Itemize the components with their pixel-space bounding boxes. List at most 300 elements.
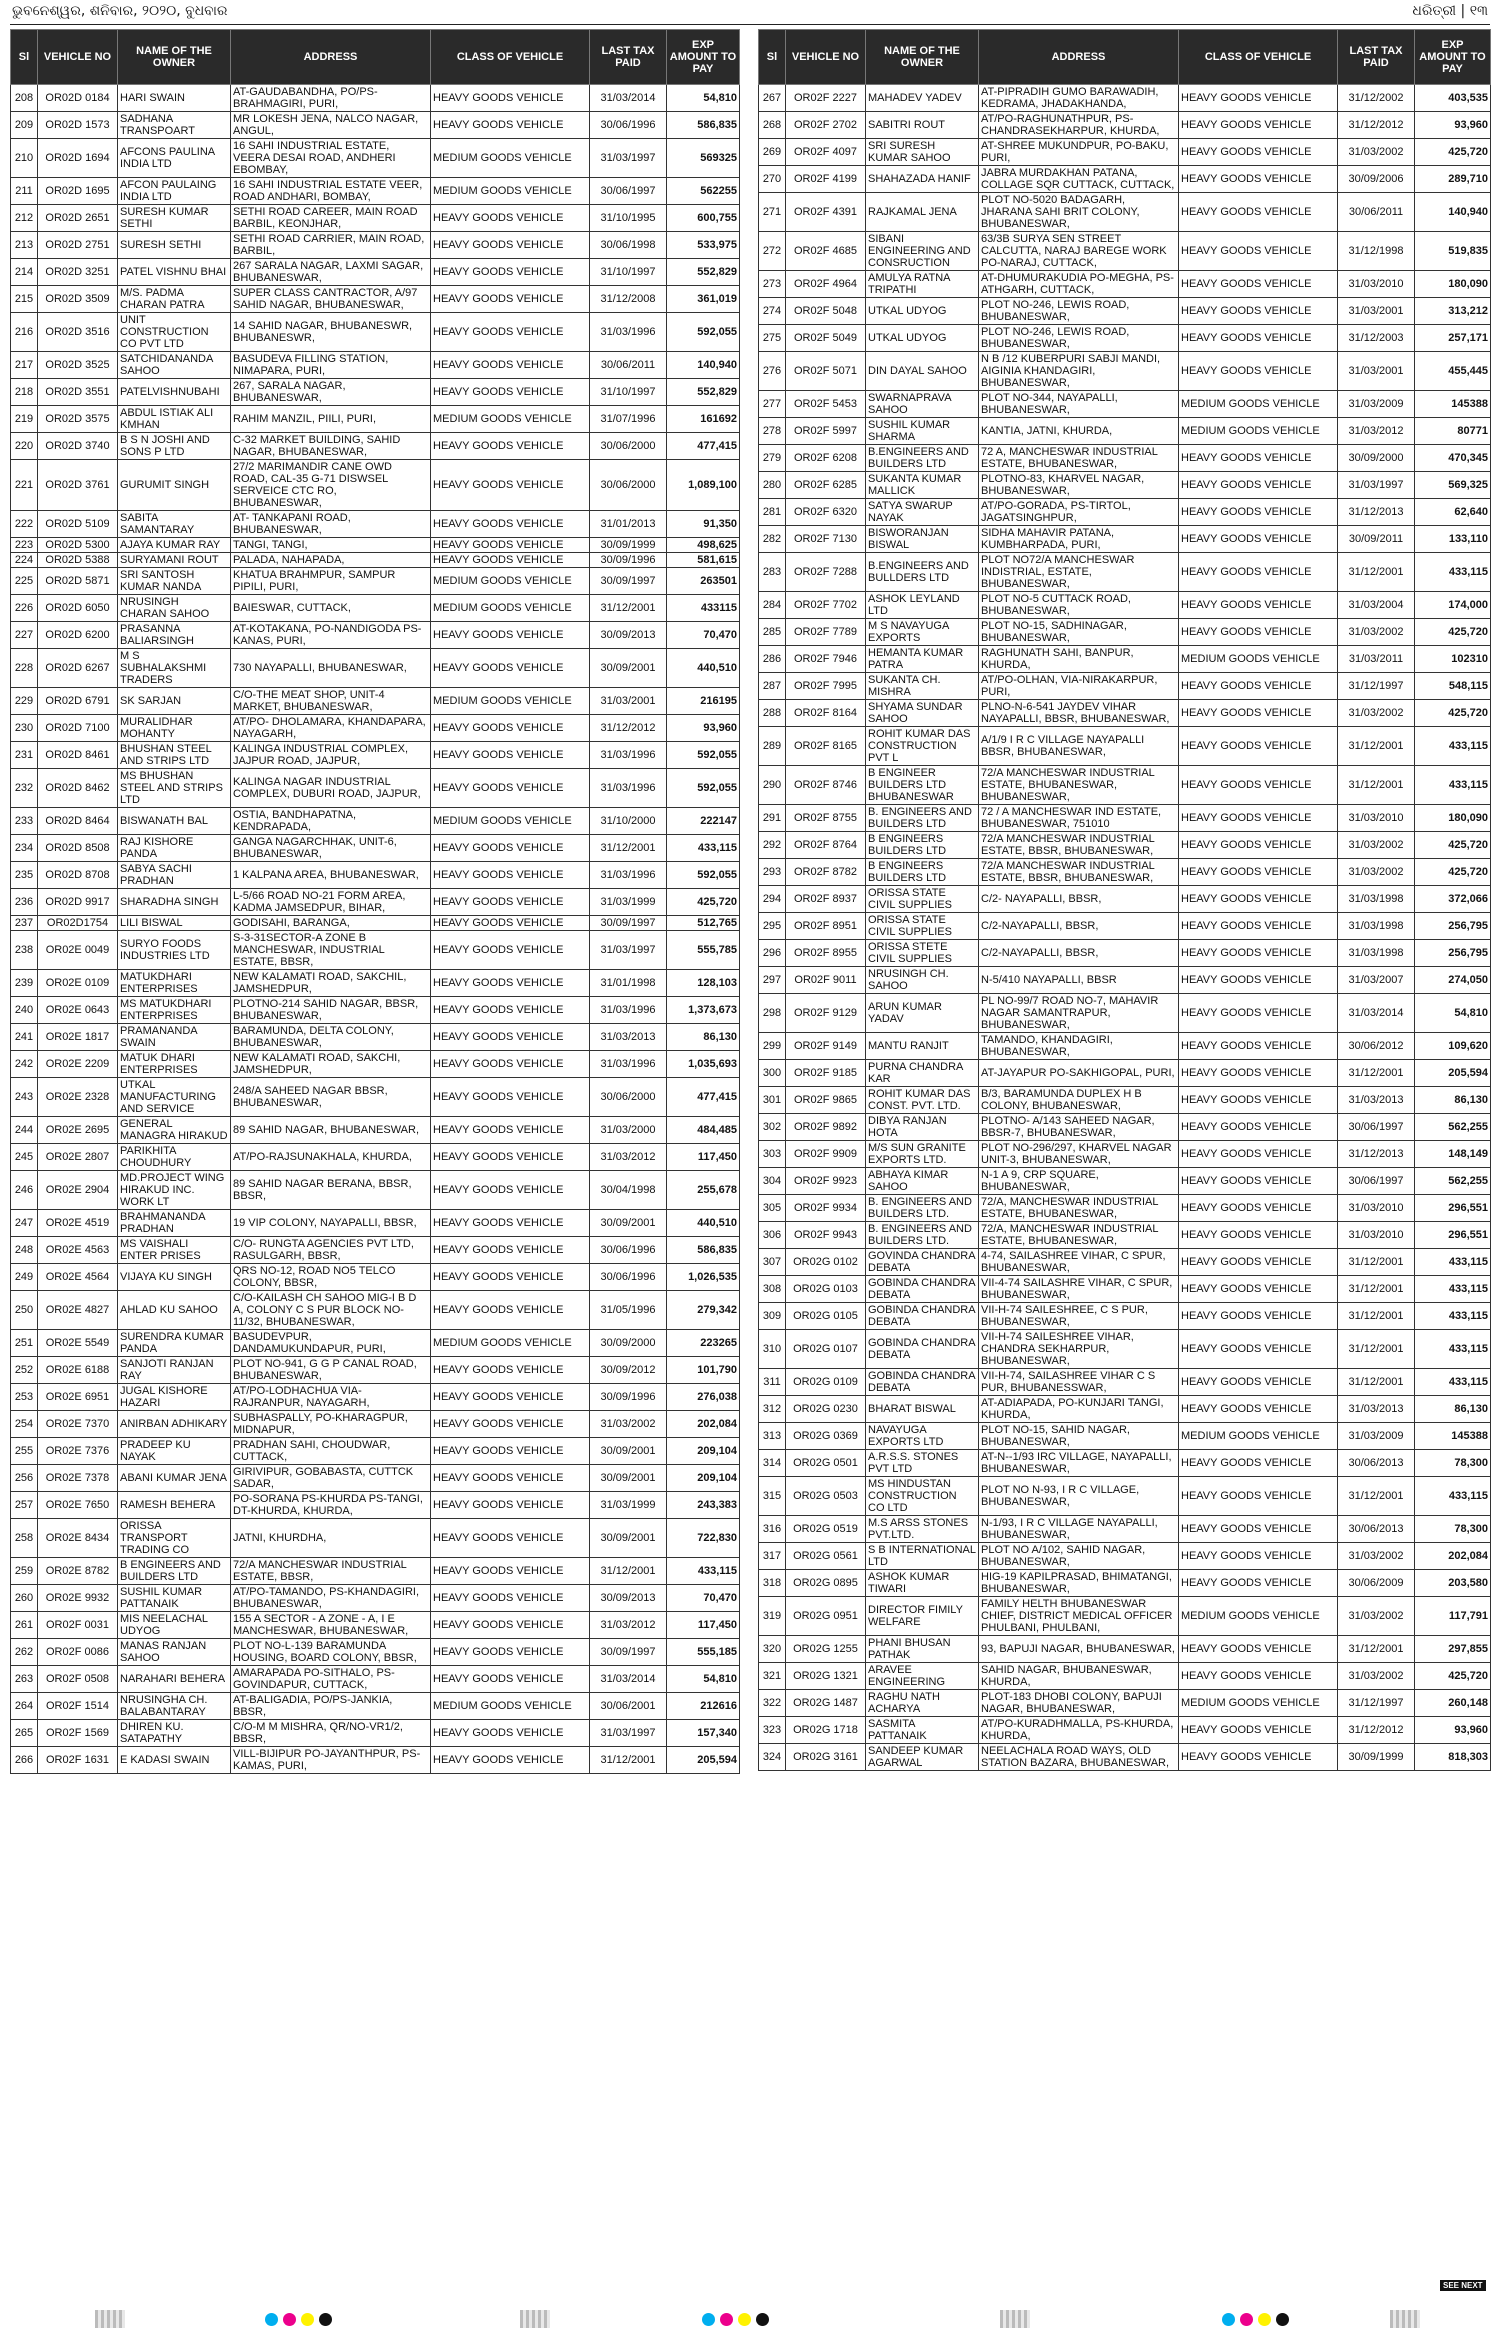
row-sl: 267 (759, 85, 786, 112)
last-tax-paid: 31/03/2009 (1338, 391, 1415, 418)
last-tax-paid: 30/09/2001 (590, 1465, 667, 1492)
amount-due: 581,615 (667, 553, 740, 568)
owner-name: SURESH KUMAR SETHI (118, 205, 231, 232)
owner-name: GURUMIT SINGH (118, 460, 231, 511)
address: SAHID NAGAR, BHUBANESWAR, KHURDA, (979, 1663, 1179, 1690)
address: 4-74, SAILASHREE VIHAR, C SPUR, BHUBANESWAR, (979, 1249, 1179, 1276)
table-row (759, 805, 1491, 832)
vehicle-no: OR02E 7650 (38, 1492, 118, 1519)
row-sl: 221 (11, 460, 38, 511)
table-body (759, 85, 1491, 1771)
address: AT/PO-GORADA, PS-TIRTOL, JAGATSINGHPUR, (979, 499, 1179, 526)
address: SUBHASPALLY, PO-KHARAGPUR, MIDNAPUR, (231, 1411, 431, 1438)
address: GODISAHI, BARANGA, (231, 916, 431, 931)
row-sl: 214 (11, 259, 38, 286)
row-sl: 245 (11, 1144, 38, 1171)
owner-name: SWARNAPRAVA SAHOO (866, 391, 979, 418)
table-row (11, 1117, 740, 1144)
row-sl: 266 (11, 1747, 38, 1774)
table-row (11, 1357, 740, 1384)
owner-name: M/S SUN GRANITE EXPORTS LTD. (866, 1141, 979, 1168)
amount-due: 425,720 (1415, 859, 1491, 886)
vehicle-class: HEAVY GOODS VEHICLE (1179, 472, 1338, 499)
address: 16 SAHI INDUSTRIAL ESTATE, VEERA DESAI ROAD, ANDHERI EBOMBAY, (231, 139, 431, 178)
last-tax-paid: 31/03/1997 (590, 931, 667, 970)
table-header (11, 30, 740, 85)
table-row (759, 1477, 1491, 1516)
last-tax-paid: 30/09/1997 (590, 1639, 667, 1666)
vehicle-class: HEAVY GOODS VEHICLE (431, 835, 590, 862)
table-row (11, 85, 740, 112)
owner-name: NAVAYUGA EXPORTS LTD (866, 1423, 979, 1450)
vehicle-no: OR02E 9932 (38, 1585, 118, 1612)
last-tax-paid: 31/03/1998 (1338, 940, 1415, 967)
vehicle-no: OR02G 1718 (786, 1717, 866, 1744)
row-sl: 322 (759, 1690, 786, 1717)
owner-name: E KADASI SWAIN (118, 1747, 231, 1774)
table-row (759, 886, 1491, 913)
owner-name: PATEL VISHNU BHAI (118, 259, 231, 286)
table-row (759, 766, 1491, 805)
row-sl: 290 (759, 766, 786, 805)
table-row (11, 112, 740, 139)
row-sl: 252 (11, 1357, 38, 1384)
black-dot (756, 2313, 769, 2326)
amount-due: 203,580 (1415, 1570, 1491, 1597)
vehicle-class: HEAVY GOODS VEHICLE (431, 769, 590, 808)
address: 730 NAYAPALLI, BHUBANESWAR, (231, 649, 431, 688)
owner-name: ASHOK KUMAR TIWARI (866, 1570, 979, 1597)
vehicle-no: OR02G 0561 (786, 1543, 866, 1570)
table-row (759, 646, 1491, 673)
address: PLOT-183 DHOBI COLONY, BAPUJI NAGAR, BHUBANESWAR, (979, 1690, 1179, 1717)
vehicle-no: OR02D 3251 (38, 259, 118, 286)
grey-registration-block (1000, 2310, 1030, 2328)
grey-registration-block (1390, 2310, 1420, 2328)
see-next-label: SEE NEXT (1440, 2280, 1486, 2291)
table-row (759, 592, 1491, 619)
vehicle-no: OR02F 8955 (786, 940, 866, 967)
last-tax-paid: 30/09/1997 (590, 916, 667, 931)
row-sl: 227 (11, 622, 38, 649)
row-sl: 315 (759, 1477, 786, 1516)
magenta-dot (720, 2313, 733, 2326)
owner-name: MATUK DHARI ENTERPRISES (118, 1051, 231, 1078)
address: PLOT NO72/A MANCHESWAR INDISTRIAL, ESTATE, BHUBANESWAR, (979, 553, 1179, 592)
amount-due: 93,960 (1415, 112, 1491, 139)
address: AT-KOTAKANA, PO-NANDIGODA PS-KANAS, PURI, (231, 622, 431, 649)
amount-due: 1,026,535 (667, 1264, 740, 1291)
amount-due: 470,345 (1415, 445, 1491, 472)
vehicle-class: HEAVY GOODS VEHICLE (431, 259, 590, 286)
last-tax-paid: 31/12/2012 (1338, 112, 1415, 139)
vehicle-no: OR02F 5453 (786, 391, 866, 418)
vehicle-class: HEAVY GOODS VEHICLE (1179, 553, 1338, 592)
last-tax-paid: 31/10/1995 (590, 205, 667, 232)
last-tax-paid: 31/10/1997 (590, 379, 667, 406)
vehicle-class: HEAVY GOODS VEHICLE (1179, 1195, 1338, 1222)
row-sl: 300 (759, 1060, 786, 1087)
last-tax-paid: 31/03/2009 (1338, 1423, 1415, 1450)
table-row (11, 313, 740, 352)
table-row (11, 595, 740, 622)
owner-name: ABHAYA KIMAR SAHOO (866, 1168, 979, 1195)
vehicle-class: HEAVY GOODS VEHICLE (1179, 1114, 1338, 1141)
last-tax-paid: 30/09/2001 (590, 1438, 667, 1465)
last-tax-paid: 31/03/2010 (1338, 805, 1415, 832)
vehicle-no: OR02E 8434 (38, 1519, 118, 1558)
vehicle-no: OR02D 5109 (38, 511, 118, 538)
owner-name: B.ENGINEERS AND BULLDERS LTD (866, 553, 979, 592)
row-sl: 229 (11, 688, 38, 715)
owner-name: UNIT CONSTRUCTION CO PVT LTD (118, 313, 231, 352)
col-class: CLASS OF VEHICLE (431, 30, 590, 85)
table-row (759, 445, 1491, 472)
address: AT/PO-KURADHMALLA, PS-KHURDA, KHURDA, (979, 1717, 1179, 1744)
vehicle-no: OR02F 0086 (38, 1639, 118, 1666)
row-sl: 216 (11, 313, 38, 352)
owner-name: A.R.S.S. STONES PVT LTD (866, 1450, 979, 1477)
vehicle-no: OR02E 0643 (38, 997, 118, 1024)
address: 19 VIP COLONY, NAYAPALLI, BBSR, (231, 1210, 431, 1237)
row-sl: 318 (759, 1570, 786, 1597)
row-sl: 256 (11, 1465, 38, 1492)
vehicle-no: OR02F 8782 (786, 859, 866, 886)
last-tax-paid: 31/01/2013 (590, 511, 667, 538)
owner-name: SURENDRA KUMAR PANDA (118, 1330, 231, 1357)
vehicle-no: OR02G 0895 (786, 1570, 866, 1597)
last-tax-paid: 31/12/2008 (590, 286, 667, 313)
address: A/1/9 I R C VILLAGE NAYAPALLI BBSR, BHUBANESWAR, (979, 727, 1179, 766)
last-tax-paid: 31/03/2001 (1338, 352, 1415, 391)
vehicle-class: HEAVY GOODS VEHICLE (431, 1171, 590, 1210)
vehicle-class: HEAVY GOODS VEHICLE (1179, 967, 1338, 994)
last-tax-paid: 31/03/2007 (1338, 967, 1415, 994)
vehicle-class: HEAVY GOODS VEHICLE (1179, 1663, 1338, 1690)
owner-name: ARUN KUMAR YADAV (866, 994, 979, 1033)
table-row (11, 1438, 740, 1465)
table-row (11, 553, 740, 568)
row-sl: 209 (11, 112, 38, 139)
owner-name: AMULYA RATNA TRIPATHI (866, 271, 979, 298)
row-sl: 308 (759, 1276, 786, 1303)
row-sl: 249 (11, 1264, 38, 1291)
amount-due: 562,255 (1415, 1114, 1491, 1141)
owner-name: ABANI KUMAR JENA (118, 1465, 231, 1492)
magenta-dot (1240, 2313, 1253, 2326)
table-row (11, 406, 740, 433)
amount-due: 455,445 (1415, 352, 1491, 391)
vehicle-no: OR02E 4519 (38, 1210, 118, 1237)
vehicle-class: MEDIUM GOODS VEHICLE (431, 568, 590, 595)
vehicle-class: HEAVY GOODS VEHICLE (431, 112, 590, 139)
amount-due: 425,720 (1415, 139, 1491, 166)
last-tax-paid: 31/03/1999 (590, 889, 667, 916)
address: RAGHUNATH SAHI, BANPUR, KHURDA, (979, 646, 1179, 673)
vehicle-no: OR02D 8708 (38, 862, 118, 889)
owner-name: SASMITA PATTANAIK (866, 1717, 979, 1744)
row-sl: 321 (759, 1663, 786, 1690)
vehicle-class: HEAVY GOODS VEHICLE (1179, 85, 1338, 112)
last-tax-paid: 30/06/1996 (590, 112, 667, 139)
vehicle-class: HEAVY GOODS VEHICLE (431, 1492, 590, 1519)
vehicle-class: MEDIUM GOODS VEHICLE (431, 808, 590, 835)
vehicle-no: OR02E 1817 (38, 1024, 118, 1051)
vehicle-no: OR02G 1255 (786, 1636, 866, 1663)
last-tax-paid: 31/12/2001 (1338, 553, 1415, 592)
vehicle-class: HEAVY GOODS VEHICLE (1179, 673, 1338, 700)
vehicle-no: OR02D 1694 (38, 139, 118, 178)
row-sl: 228 (11, 649, 38, 688)
table-row (11, 742, 740, 769)
row-sl: 292 (759, 832, 786, 859)
last-tax-paid: 30/09/1999 (1338, 1744, 1415, 1771)
address: 72 A, MANCHESWAR INDUSTRIAL ESTATE, BHUBANESWAR, (979, 445, 1179, 472)
last-tax-paid: 31/12/2002 (1338, 85, 1415, 112)
amount-due: 243,383 (667, 1492, 740, 1519)
vehicle-class: HEAVY GOODS VEHICLE (431, 862, 590, 889)
vehicle-class: HEAVY GOODS VEHICLE (431, 286, 590, 313)
last-tax-paid: 31/03/2012 (590, 1612, 667, 1639)
last-tax-paid: 30/06/2012 (1338, 1033, 1415, 1060)
amount-due: 425,720 (1415, 619, 1491, 646)
address: VII-H-74 SAILESHREE, C S PUR, BHUBANESWAR, (979, 1303, 1179, 1330)
vehicle-class: HEAVY GOODS VEHICLE (431, 649, 590, 688)
last-tax-paid: 31/12/2001 (1338, 1330, 1415, 1369)
last-tax-paid: 31/12/2013 (1338, 1141, 1415, 1168)
address: NEELACHALA ROAD WAYS, OLD STATION BAZARA, BHUBANESWAR, (979, 1744, 1179, 1771)
owner-name: AJAYA KUMAR RAY (118, 538, 231, 553)
row-sl: 239 (11, 970, 38, 997)
amount-due: 117,450 (667, 1144, 740, 1171)
owner-name: LILI BISWAL (118, 916, 231, 931)
amount-due: 372,066 (1415, 886, 1491, 913)
last-tax-paid: 31/12/2001 (590, 1747, 667, 1774)
owner-name: PATELVISHNUBAHI (118, 379, 231, 406)
last-tax-paid: 31/05/1996 (590, 1291, 667, 1330)
row-sl: 222 (11, 511, 38, 538)
row-sl: 257 (11, 1492, 38, 1519)
black-dot (1276, 2313, 1289, 2326)
row-sl: 231 (11, 742, 38, 769)
vehicle-no: OR02F 8937 (786, 886, 866, 913)
vehicle-no: OR02E 2807 (38, 1144, 118, 1171)
owner-name: AHLAD KU SAHOO (118, 1291, 231, 1330)
table-row (759, 1303, 1491, 1330)
vehicle-class: HEAVY GOODS VEHICLE (431, 916, 590, 931)
table-row (11, 1264, 740, 1291)
table-row (759, 1396, 1491, 1423)
vehicle-class: HEAVY GOODS VEHICLE (431, 460, 590, 511)
address: GIRIVIPUR, GOBABASTA, CUTTCK SADAR, (231, 1465, 431, 1492)
address: AT/PO- DHOLAMARA, KHANDAPARA, NAYAGARH, (231, 715, 431, 742)
amount-due: 297,855 (1415, 1636, 1491, 1663)
address: AT-N--1/93 IRC VILLAGE, NAYAPALLI, BHUBANESWAR, (979, 1450, 1179, 1477)
row-sl: 236 (11, 889, 38, 916)
vehicle-no: OR02F 2227 (786, 85, 866, 112)
row-sl: 251 (11, 1330, 38, 1357)
table-row (11, 1210, 740, 1237)
address: AT/PO-TAMANDO, PS-KHANDAGIRI, BHUBANESWAR, (231, 1585, 431, 1612)
last-tax-paid: 30/06/1996 (590, 1237, 667, 1264)
row-sl: 230 (11, 715, 38, 742)
owner-name: MIS NEELACHAL UDYOG (118, 1612, 231, 1639)
amount-due: 477,415 (667, 433, 740, 460)
table-row (11, 1291, 740, 1330)
vehicle-no: OR02F 8165 (786, 727, 866, 766)
amount-due: 433,115 (1415, 1276, 1491, 1303)
grey-registration-block (520, 2310, 550, 2328)
table-row (759, 139, 1491, 166)
last-tax-paid: 31/03/1996 (590, 997, 667, 1024)
vehicle-class: HEAVY GOODS VEHICLE (431, 1024, 590, 1051)
amount-due: 533,975 (667, 232, 740, 259)
owner-name: SANJOTI RANJAN RAY (118, 1357, 231, 1384)
last-tax-paid: 31/12/2012 (1338, 1717, 1415, 1744)
address: FAMILY HELTH BHUBANESWAR CHIEF, DISTRICT MEDICAL OFFICER PHULBANI, PHULBANI, (979, 1597, 1179, 1636)
owner-name: MATUKDHARI ENTERPRISES (118, 970, 231, 997)
amount-due: 562,255 (1415, 1168, 1491, 1195)
amount-due: 274,050 (1415, 967, 1491, 994)
vehicle-class: HEAVY GOODS VEHICLE (431, 970, 590, 997)
last-tax-paid: 30/09/1996 (590, 553, 667, 568)
table-row (11, 1051, 740, 1078)
table-row (11, 460, 740, 511)
vehicle-no: OR02F 8755 (786, 805, 866, 832)
table-row (11, 688, 740, 715)
last-tax-paid: 31/03/2001 (1338, 298, 1415, 325)
owner-name: B ENGINEERS AND BUILDERS LTD (118, 1558, 231, 1585)
owner-name: PHANI BHUSAN PATHAK (866, 1636, 979, 1663)
vehicle-no: OR02F 4964 (786, 271, 866, 298)
row-sl: 284 (759, 592, 786, 619)
amount-due: 313,212 (1415, 298, 1491, 325)
vehicle-no: OR02F 7130 (786, 526, 866, 553)
amount-due: 433,115 (667, 1558, 740, 1585)
vehicle-no: OR02F 5997 (786, 418, 866, 445)
amount-due: 78,300 (1415, 1516, 1491, 1543)
amount-due: 361,019 (667, 286, 740, 313)
col-last-tax: LAST TAX PAID (1338, 30, 1415, 85)
vehicle-no: OR02G 1487 (786, 1690, 866, 1717)
table-row (11, 1519, 740, 1558)
row-sl: 248 (11, 1237, 38, 1264)
table-row (11, 205, 740, 232)
owner-name: RAJ KISHORE PANDA (118, 835, 231, 862)
vehicle-class: HEAVY GOODS VEHICLE (431, 433, 590, 460)
row-sl: 260 (11, 1585, 38, 1612)
row-sl: 276 (759, 352, 786, 391)
amount-due: 548,115 (1415, 673, 1491, 700)
table-row (11, 889, 740, 916)
vehicle-no: OR02D 3551 (38, 379, 118, 406)
amount-due: 433,115 (1415, 1303, 1491, 1330)
vehicle-class: HEAVY GOODS VEHICLE (1179, 1477, 1338, 1516)
table-row (759, 1249, 1491, 1276)
vehicle-class: HEAVY GOODS VEHICLE (1179, 271, 1338, 298)
vehicle-no: OR02G 0109 (786, 1369, 866, 1396)
table-row (11, 286, 740, 313)
vehicle-no: OR02F 9011 (786, 967, 866, 994)
vehicle-class: HEAVY GOODS VEHICLE (1179, 1744, 1338, 1771)
vehicle-class: HEAVY GOODS VEHICLE (1179, 592, 1338, 619)
owner-name: MS VAISHALI ENTER PRISES (118, 1237, 231, 1264)
table-row (11, 1720, 740, 1747)
last-tax-paid: 31/03/2002 (1338, 832, 1415, 859)
table-row (759, 967, 1491, 994)
row-sl: 270 (759, 166, 786, 193)
last-tax-paid: 30/09/2006 (1338, 166, 1415, 193)
amount-due: 256,795 (1415, 913, 1491, 940)
table-row (11, 232, 740, 259)
amount-due: 109,620 (1415, 1033, 1491, 1060)
amount-due: 1,373,673 (667, 997, 740, 1024)
table-row (759, 1717, 1491, 1744)
vehicle-class: HEAVY GOODS VEHICLE (1179, 766, 1338, 805)
vehicle-class: HEAVY GOODS VEHICLE (431, 1117, 590, 1144)
vehicle-no: OR02F 0508 (38, 1666, 118, 1693)
amount-due: 1,035,693 (667, 1051, 740, 1078)
amount-due: 512,765 (667, 916, 740, 931)
owner-name: SATCHIDANANDA SAHOO (118, 352, 231, 379)
row-sl: 240 (11, 997, 38, 1024)
vehicle-no: OR02G 0230 (786, 1396, 866, 1423)
address: C/O- RUNGTA AGENCIES PVT LTD, RASULGARH, BBSR, (231, 1237, 431, 1264)
address: AT-JAYAPUR PO-SAKHIGOPAL, PURI, (979, 1060, 1179, 1087)
owner-name: MD.PROJECT WING HIRAKUD INC. WORK LT (118, 1171, 231, 1210)
vehicle-class: HEAVY GOODS VEHICLE (1179, 1450, 1338, 1477)
vehicle-no: OR02G 0102 (786, 1249, 866, 1276)
vehicle-class: HEAVY GOODS VEHICLE (431, 538, 590, 553)
row-sl: 246 (11, 1171, 38, 1210)
table-row (11, 1612, 740, 1639)
owner-name: GOBINDA CHANDRA DEBATA (866, 1276, 979, 1303)
table-row (759, 271, 1491, 298)
address: PLOT NO A/102, SAHID NAGAR, BHUBANESWAR, (979, 1543, 1179, 1570)
vehicle-no: OR02E 4564 (38, 1264, 118, 1291)
vehicle-no: OR02E 6951 (38, 1384, 118, 1411)
amount-due: 140,940 (667, 352, 740, 379)
row-sl: 296 (759, 940, 786, 967)
address: AT- TANKAPANI ROAD, BHUBANESWAR, (231, 511, 431, 538)
vehicle-no: OR02F 9865 (786, 1087, 866, 1114)
address: 16 SAHI INDUSTRIAL ESTATE VEER, ROAD ANDHARI, BOMBAY, (231, 178, 431, 205)
row-sl: 306 (759, 1222, 786, 1249)
vehicle-no: OR02F 7995 (786, 673, 866, 700)
address: RAHIM MANZIL, PIILI, PURI, (231, 406, 431, 433)
table-row (759, 727, 1491, 766)
row-sl: 278 (759, 418, 786, 445)
owner-name: SABITA SAMANTARAY (118, 511, 231, 538)
vehicle-no: OR02E 2904 (38, 1171, 118, 1210)
last-tax-paid: 31/03/2010 (1338, 271, 1415, 298)
address: PLOT NO-15, SADHINAGAR, BHUBANESWAR, (979, 619, 1179, 646)
owner-name: SURYAMANI ROUT (118, 553, 231, 568)
address: B/3, BARAMUNDA DUPLEX H B COLONY, BHUBANESWAR, (979, 1087, 1179, 1114)
vehicle-no: OR02F 9129 (786, 994, 866, 1033)
amount-due: 433,115 (1415, 1330, 1491, 1369)
address: PRADHAN SAHI, CHOUDWAR, CUTTACK, (231, 1438, 431, 1465)
vehicle-no: OR02D 7100 (38, 715, 118, 742)
table-row (759, 1141, 1491, 1168)
row-sl: 297 (759, 967, 786, 994)
col-owner: NAME OF THE OWNER (118, 30, 231, 85)
vehicle-class: HEAVY GOODS VEHICLE (431, 1384, 590, 1411)
last-tax-paid: 31/12/1998 (1338, 232, 1415, 271)
vehicle-class: HEAVY GOODS VEHICLE (1179, 526, 1338, 553)
table-row (759, 1114, 1491, 1141)
address: C/O-THE MEAT SHOP, UNIT-4 MARKET, BHUBANESWAR, (231, 688, 431, 715)
